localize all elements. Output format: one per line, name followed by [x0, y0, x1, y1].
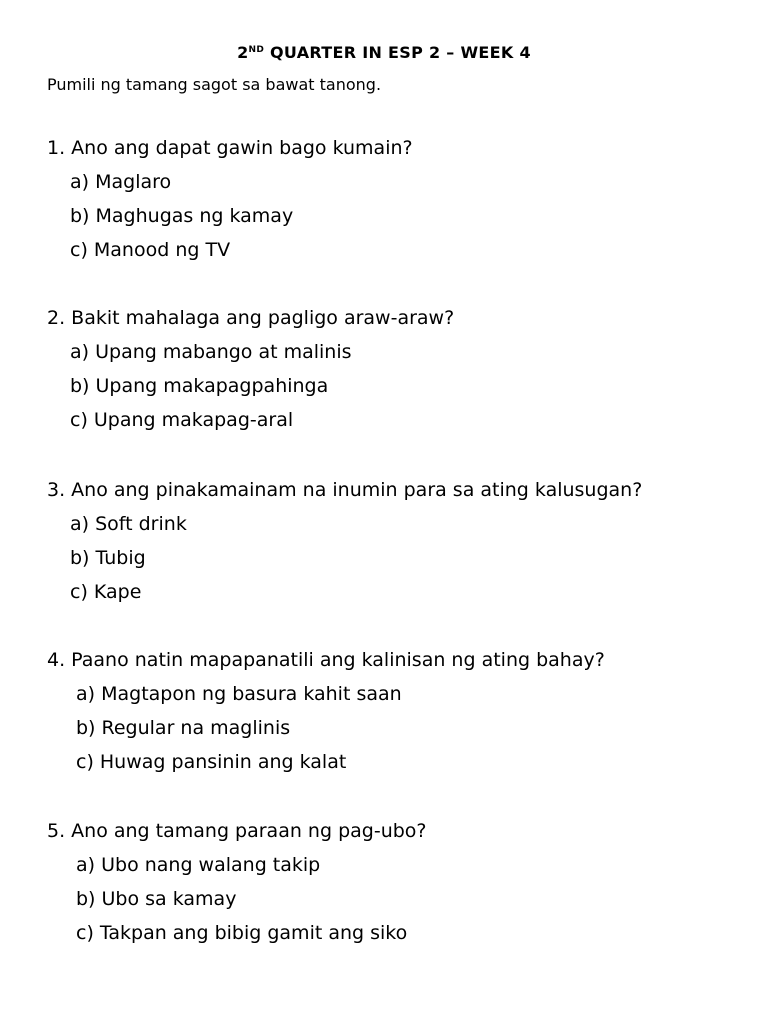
choice-a: a) Maglaro: [70, 171, 172, 193]
question-text: 3. Ano ang pinakamainam na inumin para sa ating kalusugan?: [47, 479, 643, 501]
choice-c: c) Huwag pansinin ang kalat: [76, 751, 347, 773]
title-superscript: ND: [248, 45, 265, 55]
question-3: [47, 473, 642, 609]
choice-a: a) Soft drink: [70, 513, 187, 535]
question-text: 2. Bakit mahalaga ang pagligo araw-araw?: [47, 307, 455, 329]
choice-b: b) Maghugas ng kamay: [70, 205, 294, 227]
question-4: [47, 643, 605, 779]
choice-c: c) Kape: [70, 581, 142, 603]
question-1: [47, 131, 413, 267]
choice-b: b) Regular na maglinis: [76, 717, 291, 739]
page-title: [0, 43, 768, 62]
question-text: 1. Ano ang dapat gawin bago kumain?: [47, 137, 413, 159]
title-rest: QUARTER IN ESP 2 – WEEK 4: [264, 43, 531, 62]
title-prefix: 2: [237, 43, 249, 62]
question-2: [47, 301, 454, 437]
choice-a: a) Magtapon ng basura kahit saan: [76, 683, 402, 705]
question-5: [47, 814, 427, 950]
question-text: 4. Paano natin mapapanatili ang kalinisan ng ating bahay?: [47, 649, 605, 671]
choice-b: b) Tubig: [70, 547, 146, 569]
choice-c: c) Takpan ang bibig gamit ang siko: [76, 922, 408, 944]
choice-c: c) Manood ng TV: [70, 239, 231, 261]
question-text: 5. Ano ang tamang paraan ng pag-ubo?: [47, 820, 427, 842]
choice-b: b) Ubo sa kamay: [76, 888, 237, 910]
choice-b: b) Upang makapagpahinga: [70, 375, 329, 397]
choice-a: a) Ubo nang walang takip: [76, 854, 321, 876]
instructions: Pumili ng tamang sagot sa bawat tanong.: [47, 75, 382, 94]
choice-a: a) Upang mabango at malinis: [70, 341, 352, 363]
choice-c: c) Upang makapag-aral: [70, 409, 294, 431]
